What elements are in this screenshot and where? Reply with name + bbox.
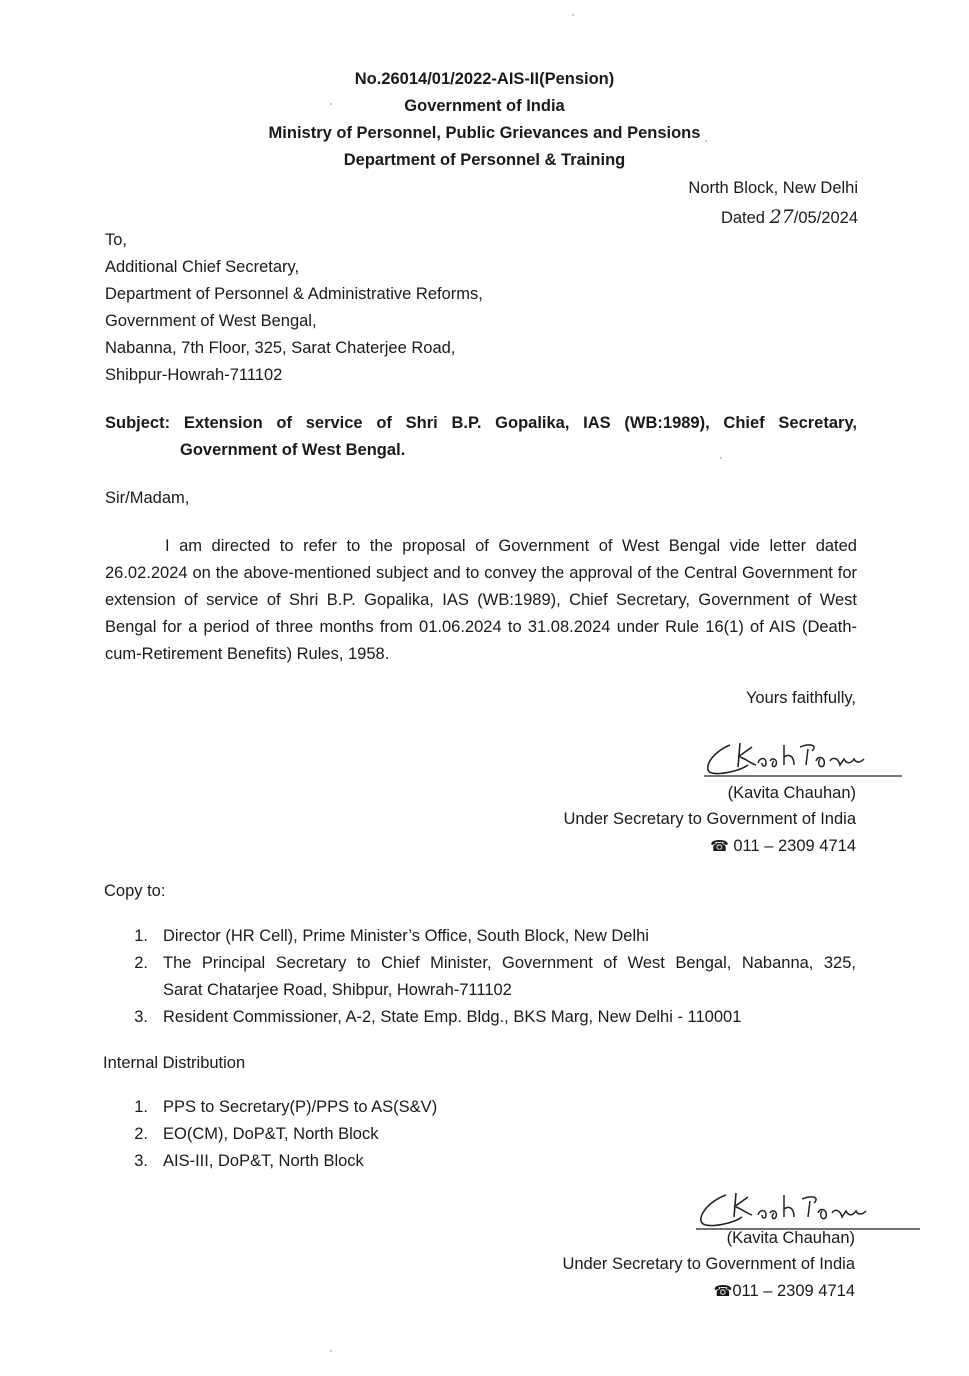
date xyxy=(721,206,858,228)
signatory-name: (Kavita Chauhan) xyxy=(726,1229,855,1247)
addressee-line: Department of Personnel & Administrative Reforms, xyxy=(105,285,483,303)
copy-to-heading: Copy to: xyxy=(104,882,166,900)
signatory-phone xyxy=(710,837,856,856)
place: North Block, New Delhi xyxy=(688,179,858,197)
signatory-name: (Kavita Chauhan) xyxy=(727,784,856,802)
subject-line-1: Extension of service of Shri B.P. Gopalika, IAS (WB:1989), Chief Secretary, xyxy=(183,414,857,432)
telephone-icon: ☎ xyxy=(713,1283,733,1300)
scan-speck xyxy=(330,1350,332,1352)
department-heading: Department of Personnel & Training xyxy=(343,151,626,169)
scan-speck xyxy=(705,140,707,142)
list-item: Director (HR Cell), Prime Minister’s Office, South Block, New Delhi xyxy=(163,927,649,945)
addressee-line: Shibpur-Howrah-711102 xyxy=(105,366,283,384)
list-item: AIS-III, DoP&T, North Block xyxy=(163,1152,364,1170)
closing: Yours faithfully, xyxy=(745,689,856,707)
internal-distribution-heading: Internal Distribution xyxy=(103,1054,246,1072)
telephone-icon: ☎ xyxy=(710,838,729,855)
signatory-phone xyxy=(714,1282,855,1301)
ministry-heading: Ministry of Personnel, Public Grievances and Pensions xyxy=(268,124,701,142)
to-label: To, xyxy=(105,231,128,249)
government-heading: Government of India xyxy=(404,97,565,115)
signatory-designation: Under Secretary to Government of India xyxy=(562,1255,855,1273)
list-item: The Principal Secretary to Chief Minister, Government of West Bengal, Nabanna, 325, xyxy=(163,954,856,972)
scan-speck xyxy=(572,14,574,16)
signature-image xyxy=(692,1185,922,1233)
signatory-designation: Under Secretary to Government of India xyxy=(563,810,856,828)
phone-number: 011 – 2309 4714 xyxy=(733,837,856,855)
date-rest: /05/2024 xyxy=(793,209,858,227)
list-number: 2. xyxy=(134,954,148,972)
body-paragraph: I am directed to refer to the proposal of Government of West Bengal vide letter dated 26.02.2024 on the above-mentioned subject and to convey the approval of the Central Government for extension of service of Shri B.P. Gopalika, IAS (WB:1989), Chief Secretary, Government of West Bengal for a period of three months from 01.06.2024 to 31.08.2024 under Rule 16(1) of AIS (Death-cum-Retirement Benefits) Rules, 1958. xyxy=(105,537,857,663)
scan-speck xyxy=(720,457,722,459)
list-number: 1. xyxy=(134,927,148,945)
salutation: Sir/Madam, xyxy=(105,489,190,507)
subject-line-2: Government of West Bengal. xyxy=(180,441,406,459)
list-item: Resident Commissioner, A-2, State Emp. Bldg., BKS Marg, New Delhi - 110001 xyxy=(163,1008,742,1026)
phone-number: 011 – 2309 4714 xyxy=(732,1282,855,1300)
signature-image xyxy=(700,735,905,780)
list-item-continuation: Sarat Chatarjee Road, Shibpur, Howrah-711102 xyxy=(163,981,512,999)
list-number: 2. xyxy=(134,1125,148,1143)
list-item: PPS to Secretary(P)/PPS to AS(S&V) xyxy=(163,1098,438,1116)
date-handwritten: 27 xyxy=(769,206,794,228)
list-number: 1. xyxy=(134,1098,148,1116)
list-number: 3. xyxy=(134,1152,148,1170)
addressee-line: Additional Chief Secretary, xyxy=(105,258,300,276)
addressee-line: Nabanna, 7th Floor, 325, Sarat Chaterjee Road, xyxy=(105,339,456,357)
subject-label: Subject: xyxy=(105,414,171,432)
subject xyxy=(105,414,857,433)
list-item: EO(CM), DoP&T, North Block xyxy=(163,1125,379,1143)
addressee-line: Government of West Bengal, xyxy=(105,312,317,330)
list-number: 3. xyxy=(134,1008,148,1026)
scan-speck xyxy=(330,103,332,105)
date-prefix: Dated xyxy=(720,209,765,227)
reference-number: No.26014/01/2022-AIS-II(Pension) xyxy=(354,70,615,88)
